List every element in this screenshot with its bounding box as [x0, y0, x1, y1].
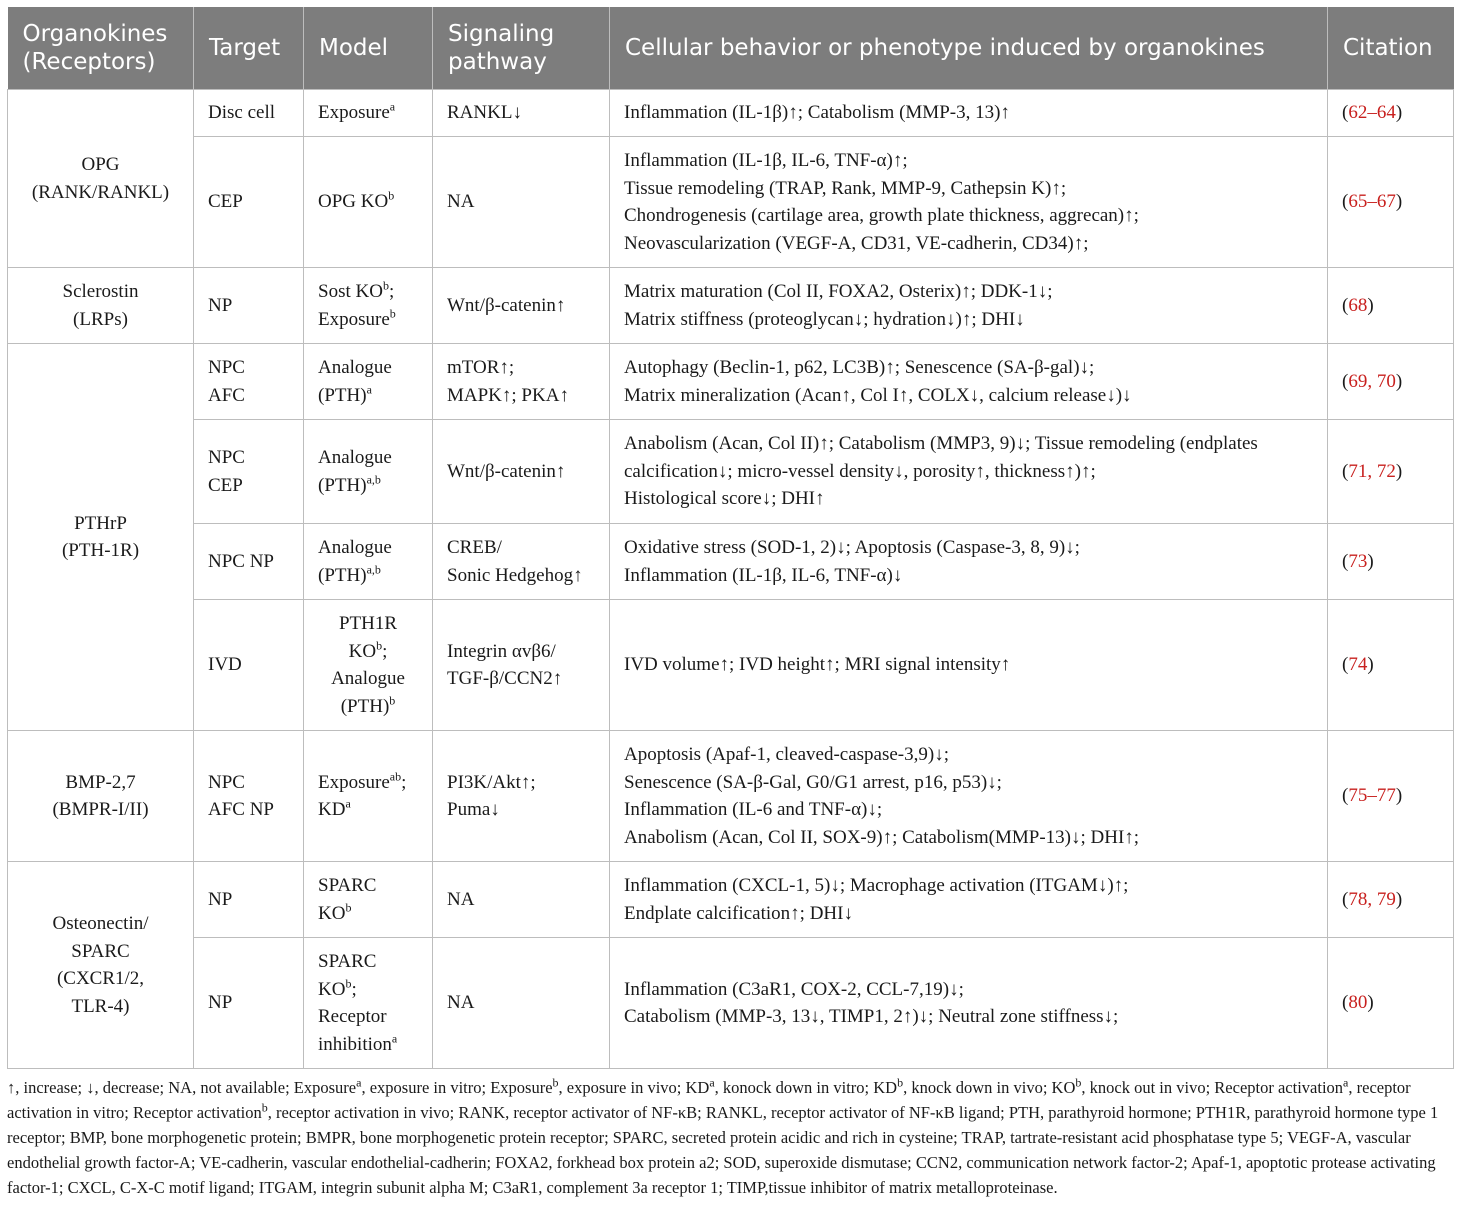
citation-link[interactable]: 68 — [1348, 294, 1368, 316]
behavior-cell: Apoptosis (Apaf-1, cleaved-caspase-3,9)↓; Senescence (SA-β-Gal, G0/G1 arrest, p16, p53)↓; Inflammation (IL-6 and TNF-α)↓; Anabolism (Acan, Col II, SOX-9)↑; Catabolism(MMP-13)↓; DHI↑; — [610, 731, 1328, 862]
organokine-cell-bmp — [8, 731, 194, 862]
citation-cell: (80) — [1328, 938, 1454, 1069]
behavior-cell: Inflammation (IL-1β)↑; Catabolism (MMP-3, 13)↑ — [610, 90, 1328, 137]
target-cell: NPC AFC — [194, 344, 304, 420]
signaling-cell: PI3K/Akt↑; Puma↓ — [433, 731, 610, 862]
organokine-name: Sclerostin — [62, 281, 139, 302]
model-cell: Exposure$^a$ — [304, 90, 433, 137]
header-citation: Citation — [1328, 7, 1454, 90]
target-cell: Disc cell — [194, 90, 304, 137]
organokine-cell-sparc — [8, 862, 194, 1069]
citation-cell: (65–67) — [1328, 137, 1454, 268]
table-row — [8, 268, 1454, 344]
table-row — [8, 137, 1454, 268]
citation-cell: (73) — [1328, 524, 1454, 600]
organokine-receptor: TLR-4) — [71, 995, 130, 1017]
behavior-cell: Inflammation (IL-1β, IL-6, TNF-α)↑; Tissue remodeling (TRAP, Rank, MMP-9, Cathepsin K)↑; Chondrogenesis (cartilage area, growth plate thickness, aggrecan)↑; Neovascularization (VEGF-A, CD31, VE-cadherin, CD34)↑; — [610, 137, 1328, 268]
table-row — [8, 862, 1454, 938]
model-cell: Analogue (PTH)$^{a,b}$ — [304, 420, 433, 524]
organokine-receptor: (RANK/RANKL) — [31, 181, 170, 203]
organokine-name: OPG — [81, 154, 120, 175]
signaling-cell: mTOR↑; MAPK↑; PKA↑ — [433, 344, 610, 420]
citation-link[interactable]: 73 — [1348, 550, 1368, 572]
citation-link[interactable]: 78, 79 — [1348, 888, 1396, 910]
target-cell: NPC AFC NP — [194, 731, 304, 862]
organokine-receptor: (BMPR-I/II) — [52, 799, 149, 820]
header-model: Model — [304, 7, 433, 90]
organokine-cell-opg — [8, 90, 194, 268]
model-cell: Sost $KO^b$; Exposure$^b$ — [304, 268, 433, 344]
target-cell: NPC NP — [194, 524, 304, 600]
organokine-cell-sclerostin — [8, 268, 194, 344]
citation-link[interactable]: 74 — [1348, 654, 1368, 676]
signaling-cell: RANKL↓ — [433, 90, 610, 137]
signaling-cell: NA — [433, 938, 610, 1069]
organokine-receptor: (CXCR1/2, — [56, 968, 145, 989]
citation-cell: (71, 72) — [1328, 420, 1454, 524]
model-cell: Analogue (PTH)$^a$ — [304, 344, 433, 420]
citation-link[interactable]: 69, 70 — [1348, 370, 1396, 392]
citation-cell: (68) — [1328, 268, 1454, 344]
target-cell: NP — [194, 862, 304, 938]
signaling-cell: NA — [433, 862, 610, 938]
behavior-cell: Autophagy (Beclin-1, p62, LC3B)↑; Senescence (SA-β-gal)↓; Matrix mineralization (Acan↑, Col I↑, COLX↓, calcium release↓)↓ — [610, 344, 1328, 420]
header-behavior: Cellular behavior or phenotype induced by organokines — [610, 7, 1328, 90]
organokine-receptor: (LRPs) — [73, 308, 128, 330]
table-row — [8, 524, 1454, 600]
table-row — [8, 90, 1454, 137]
signaling-cell: CREB/ Sonic Hedgehog↑ — [433, 524, 610, 600]
signaling-cell: NA — [433, 137, 610, 268]
organokine-cell-pthrp — [8, 344, 194, 731]
citation-link[interactable]: 80 — [1348, 992, 1368, 1014]
target-cell: NPC CEP — [194, 420, 304, 524]
citation-link[interactable]: 62–64 — [1348, 102, 1396, 124]
citation-cell: (75–77) — [1328, 731, 1454, 862]
table-row — [8, 344, 1454, 420]
citation-cell: (69, 70) — [1328, 344, 1454, 420]
citation-cell: (78, 79) — [1328, 862, 1454, 938]
behavior-cell: IVD volume↑; IVD height↑; MRI signal intensity↑ — [610, 600, 1328, 731]
header-signaling: Signaling pathway — [433, 7, 610, 90]
citation-cell: (62–64) — [1328, 90, 1454, 137]
model-cell: OPG $KO^b$ — [304, 137, 433, 268]
behavior-cell: Matrix maturation (Col II, FOXA2, Osterix)↑; DDK-1↓; Matrix stiffness (proteoglycan↓; hydration↓)↑; DHI↓ — [610, 268, 1328, 344]
organokine-name: Osteonectin/ — [52, 913, 149, 934]
header-organokines: Organokines (Receptors) — [8, 7, 194, 90]
table-row — [8, 938, 1454, 1069]
signaling-cell: Wnt/β-catenin↑ — [433, 420, 610, 524]
citation-cell: (74) — [1328, 600, 1454, 731]
model-cell: PTH1R $KO^b$; Analogue (PTH)$^b$ — [304, 600, 433, 731]
table-footnote: ↑, increase; ↓, decrease; NA, not available; Exposure$^a$, exposure in vitro; Exposure$^b$, exposure in vivo; $KD^a$, konock down in vitro; $KD^b$, knock down in vivo; $KO^b$, knock out in vivo; Receptor activation$^a$, receptor activation in vitro; Receptor activation$^b$, receptor activation in vivo; RANK, receptor activator of NF-κB; RANKL, receptor activator of NF-κB ligand; PTH, parathyroid hormone; PTH1R, parathyroid hormone type 1 receptor; BMP, bone morphogenetic protein; BMPR, bone morphogenetic protein receptor; SPARC, secreted protein acidic and rich in cysteine; TRAP, tartrate-resistant acid phosphatase type 5; VEGF-A, vascular endothelial growth factor-A; VE-cadherin, vascular endothelial-cadherin; FOXA2, forkhead box protein a2; SOD, superoxide dismutase; CCN2, communication network factor-2; Apaf-1, apoptotic protease activating factor-1; CXCL, C-X-C motif ligand; ITGAM, integrin subunit alpha M; C3aR1, complement 3a receptor 1; TIMP,tissue inhibitor of matrix metalloproteinase. — [7, 1075, 1439, 1197]
table-row — [8, 600, 1454, 731]
target-cell: CEP — [194, 137, 304, 268]
behavior-cell: Inflammation (C3aR1, COX-2, CCL-7,19)↓; Catabolism (MMP-3, 13↓, TIMP1, 2↑)↓; Neutral zone stiffness↓; — [610, 938, 1328, 1069]
model-cell: Exposure$^{ab}$; $KD^a$ — [304, 731, 433, 862]
target-cell: NP — [194, 268, 304, 344]
citation-link[interactable]: 65–67 — [1348, 191, 1396, 213]
table-header-row — [8, 7, 1454, 90]
organokines-table — [7, 7, 1454, 1069]
behavior-cell: Inflammation (CXCL-1, 5)↓; Macrophage activation (ITGAM↓)↑; Endplate calcification↑; DHI↓ — [610, 862, 1328, 938]
signaling-cell: Wnt/β-catenin↑ — [433, 268, 610, 344]
target-cell: NP — [194, 938, 304, 1069]
model-cell: Analogue (PTH)$^{a,b}$ — [304, 524, 433, 600]
citation-link[interactable]: 71, 72 — [1348, 460, 1396, 482]
signaling-cell: Integrin αvβ6/ TGF-β/CCN2↑ — [433, 600, 610, 731]
header-target: Target — [194, 7, 304, 90]
organokine-name: BMP-2,7 — [65, 771, 136, 793]
organokine-name: PTHrP — [74, 512, 127, 534]
table-container — [7, 7, 1453, 1069]
model-cell: SPARC $KO^b$; Receptor inhibition$^a$ — [304, 938, 433, 1069]
organokine-name: SPARC — [71, 940, 130, 962]
citation-link[interactable]: 75–77 — [1348, 785, 1396, 807]
organokine-receptor: (PTH-1R) — [61, 540, 140, 561]
target-cell: IVD — [194, 600, 304, 731]
table-row — [8, 731, 1454, 862]
behavior-cell: Anabolism (Acan, Col II)↑; Catabolism (MMP3, 9)↓; Tissue remodeling (endplates calcification↓; micro-vessel density↓, porosity↑, thickness↑)↑; Histological score↓; DHI↑ — [610, 420, 1328, 524]
model-cell: SPARC $KO^b$ — [304, 862, 433, 938]
behavior-cell: Oxidative stress (SOD-1, 2)↓; Apoptosis (Caspase-3, 8, 9)↓; Inflammation (IL-1β, IL-6, TNF-α)↓ — [610, 524, 1328, 600]
table-row — [8, 420, 1454, 524]
